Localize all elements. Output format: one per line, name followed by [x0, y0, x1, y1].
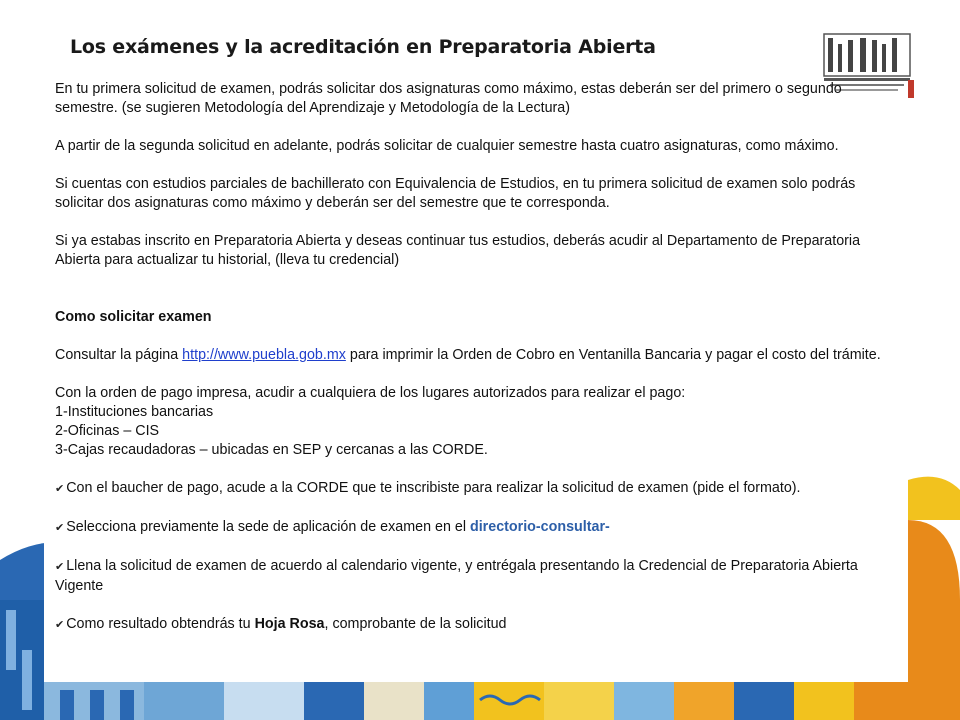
step-voucher [55, 479, 905, 499]
step-fill-form [55, 557, 905, 596]
payment-item-2: 2-Oficinas – CIS [55, 423, 160, 439]
paragraph-consult [55, 346, 905, 365]
checkmark-icon: ✔ [55, 561, 65, 573]
document-body [55, 80, 905, 635]
step-select-site [55, 518, 905, 538]
consult-text-after: para imprimir la Orden de Cobro en Ventanilla Bancaria y pagar el costo del trámite. [345, 347, 881, 363]
paragraph-second-request: A partir de la segunda solicitud en adelante, podrás solicitar de cualquier semestre hasta cuatro asignaturas, como máximo. [55, 138, 839, 154]
checkmark-icon: ✔ [55, 619, 65, 631]
step-select-site-text: Selecciona previamente la sede de aplicación de examen en el [66, 519, 470, 535]
directory-link[interactable]: directorio-consultar- [469, 519, 610, 535]
paragraph-first-request: En tu primera solicitud de examen, podrás solicitar dos asignaturas como máximo, estas deberán ser del primero o segundo semestre. (se sugieren Metodología del Aprendizaje y Metodología de la Lectura) [55, 81, 842, 116]
payment-item-1: 1-Instituciones bancarias [55, 404, 214, 420]
page-title: Los exámenes y la acreditación en Preparatoria Abierta [70, 36, 656, 58]
paragraph-equivalence: Si cuentas con estudios parciales de bachillerato con Equivalencia de Estudios, en tu primera solicitud de examen solo podrás solicitar dos asignaturas como máximo y deberán ser del semestre que te corresponda. [55, 176, 856, 211]
paragraph-reenrollment: Si ya estabas inscrito en Preparatoria Abierta y deseas continuar tus estudios, deberás acudir al Departamento de Preparatoria Abierta para actualizar tu historial, (lleva tu credencial) [55, 233, 861, 268]
step-voucher-text: Con el baucher de pago, acude a la CORDE que te inscribiste para realizar la solicitud de examen (pide el formato). [66, 480, 801, 496]
step-result-before: Como resultado obtendrás tu [66, 616, 255, 632]
checkmark-icon: ✔ [55, 483, 65, 495]
puebla-gob-link[interactable]: http://www.puebla.gob.mx [182, 347, 346, 363]
step-fill-form-text: Llena la solicitud de examen de acuerdo al calendario vigente, y entrégala presentando la Credencial de Preparatoria Abierta Vigente [55, 558, 858, 594]
step-result-after: , comprobante de la solicitud [324, 616, 507, 632]
payment-intro: Con la orden de pago impresa, acudir a cualquiera de los lugares autorizados para realizar el pago: [55, 385, 686, 401]
hoja-rosa-label: Hoja Rosa [254, 616, 325, 632]
step-result [55, 615, 905, 635]
consult-text-before: Consultar la página [55, 347, 183, 363]
payment-item-3: 3-Cajas recaudadoras – ubicadas en SEP y cercanas a las CORDE. [55, 442, 488, 458]
checkmark-icon: ✔ [55, 522, 65, 534]
section-heading: Como solicitar examen [55, 309, 212, 325]
